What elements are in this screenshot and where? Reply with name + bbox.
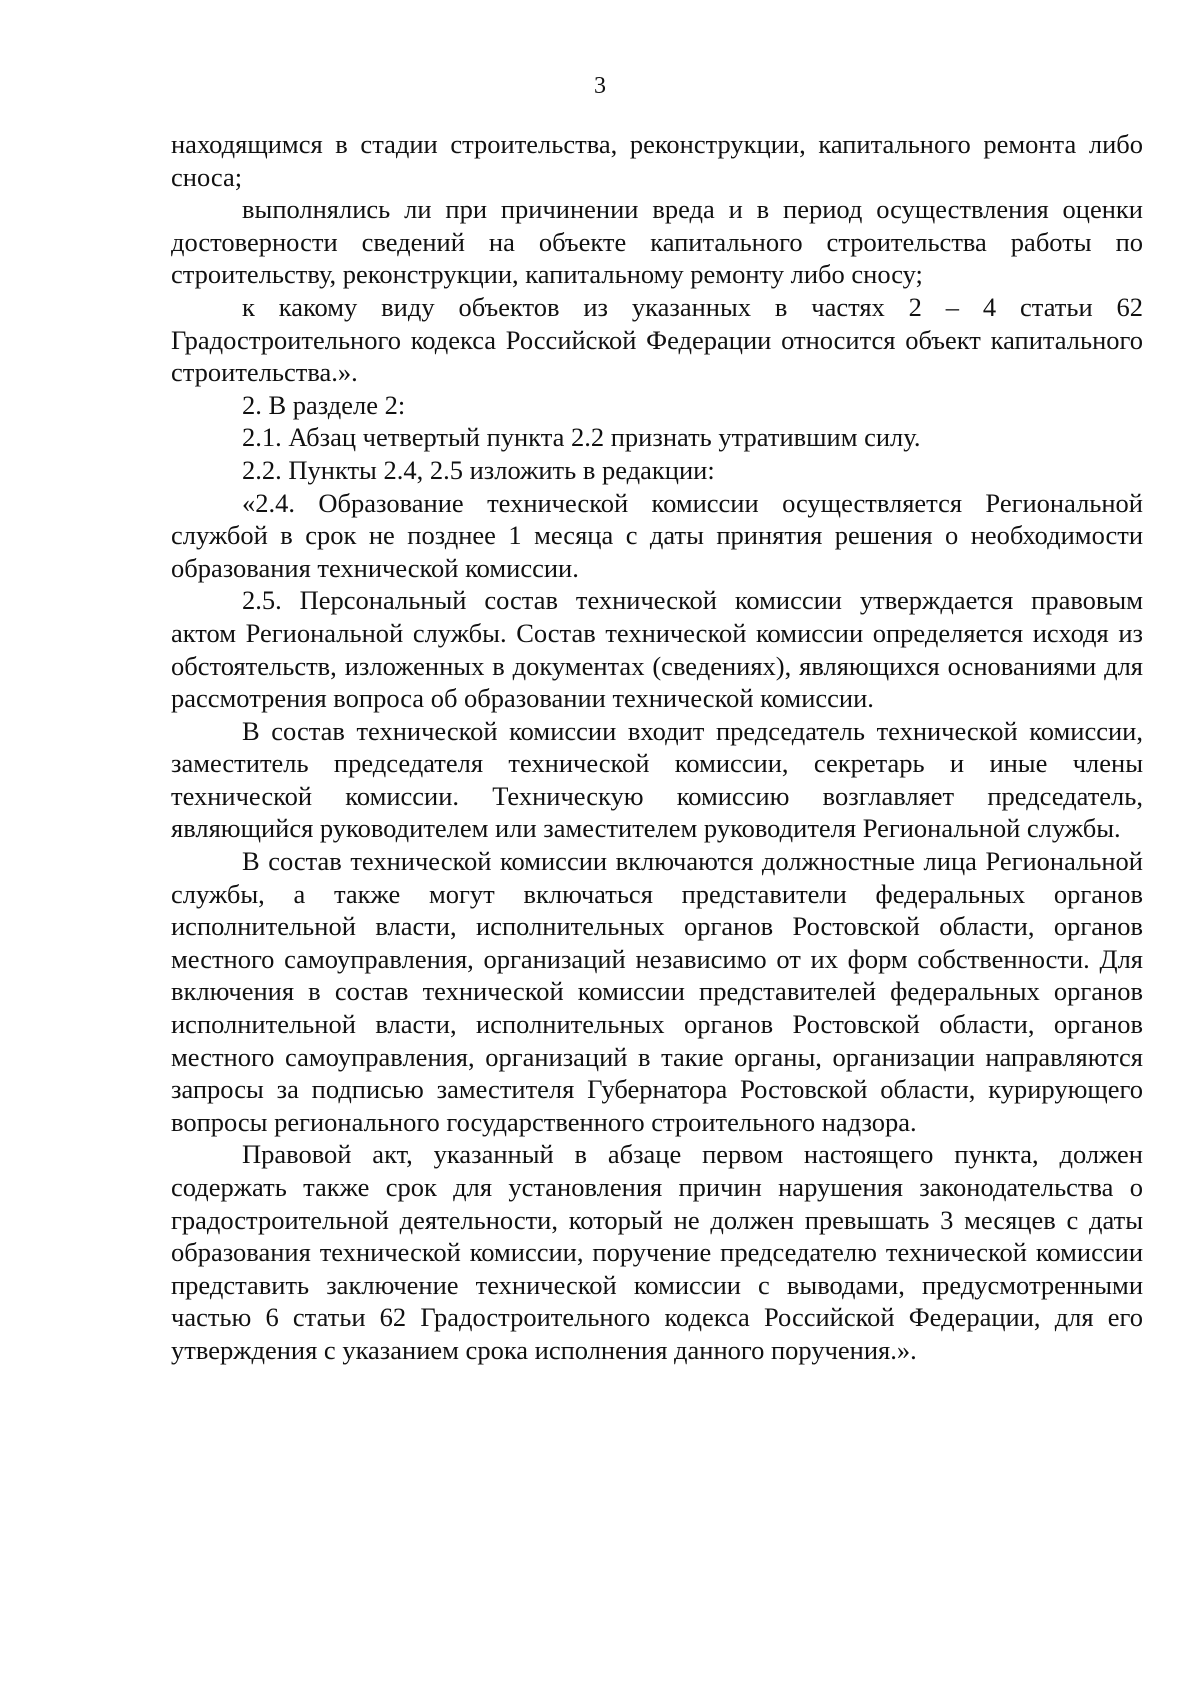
paragraph: выполнялись ли при причинении вреда и в период осуществления оценки достоверности сведений на объекте капитального строительства работы по строительству, реконструкции, капитальному ремонту либо сносу; bbox=[171, 194, 1143, 290]
paragraph: к какому виду объектов из указанных в частях 2 – 4 статьи 62 Градостроительного кодекса Российской Федерации относится объект капитального строительства.». bbox=[171, 291, 1143, 388]
paragraph: 2.2. Пункты 2.4, 2.5 изложить в редакции: bbox=[242, 454, 715, 485]
paragraph: 2.1. Абзац четвертый пункта 2.2 признать утратившим силу. bbox=[242, 422, 921, 453]
paragraph: «2.4. Образование технической комиссии осуществляется Региональной службой в срок не позднее 1 месяца с даты принятия решения о необходимости образования технической комиссии. bbox=[171, 487, 1143, 583]
document-body bbox=[171, 128, 1143, 1367]
paragraph: 2.5. Персональный состав технической комиссии утверждается правовым актом Региональной службы. Состав технической комиссии определяется исходя из обстоятельств, изложенных в документах (сведениях), являющихся основаниями для рассмотрения вопроса об образовании технической комиссии. bbox=[171, 585, 1143, 714]
paragraph: В состав технической комиссии входит председатель технической комиссии, заместитель председателя технической комиссии, секретарь и иные члены технической комиссии. Техническую комиссию возглавляет председатель, являющийся руководителем или заместителем руководителя Региональной службы. bbox=[171, 715, 1143, 844]
section-heading: 2. В разделе 2: bbox=[242, 389, 406, 420]
page-number: 3 bbox=[594, 73, 606, 99]
paragraph: Правовой акт, указанный в абзаце первом настоящего пункта, должен содержать также срок для установления причин нарушения законодательства о градостроительной деятельности, который не должен превышать 3 месяцев с даты образования технической комиссии, поручение председателю технической комиссии представить заключение технической комиссии с выводами, предусмотренными частью 6 статьи 62 Градостроительного кодекса Российской Федерации, для его утверждения с указанием срока исполнения данного поручения.». bbox=[171, 1139, 1143, 1365]
paragraph: В состав технической комиссии включаются должностные лица Региональной службы, а также могут включаться представители федеральных органов исполнительной власти, исполнительных органов Ростовской области, органов местного самоуправления, организаций независимо от их форм собственности. Для включения в состав технической комиссии представителей федеральных органов исполнительной власти, исполнительных органов Ростовской области, органов местного самоуправления, организаций в такие органы, организации направляются запросы за подписью заместителя Губернатора Ростовской области, курирующего вопросы регионального государственного строительного надзора. bbox=[171, 846, 1143, 1137]
paragraph: находящимся в стадии строительства, реконструкции, капитального ремонта либо сноса; bbox=[171, 129, 1143, 192]
